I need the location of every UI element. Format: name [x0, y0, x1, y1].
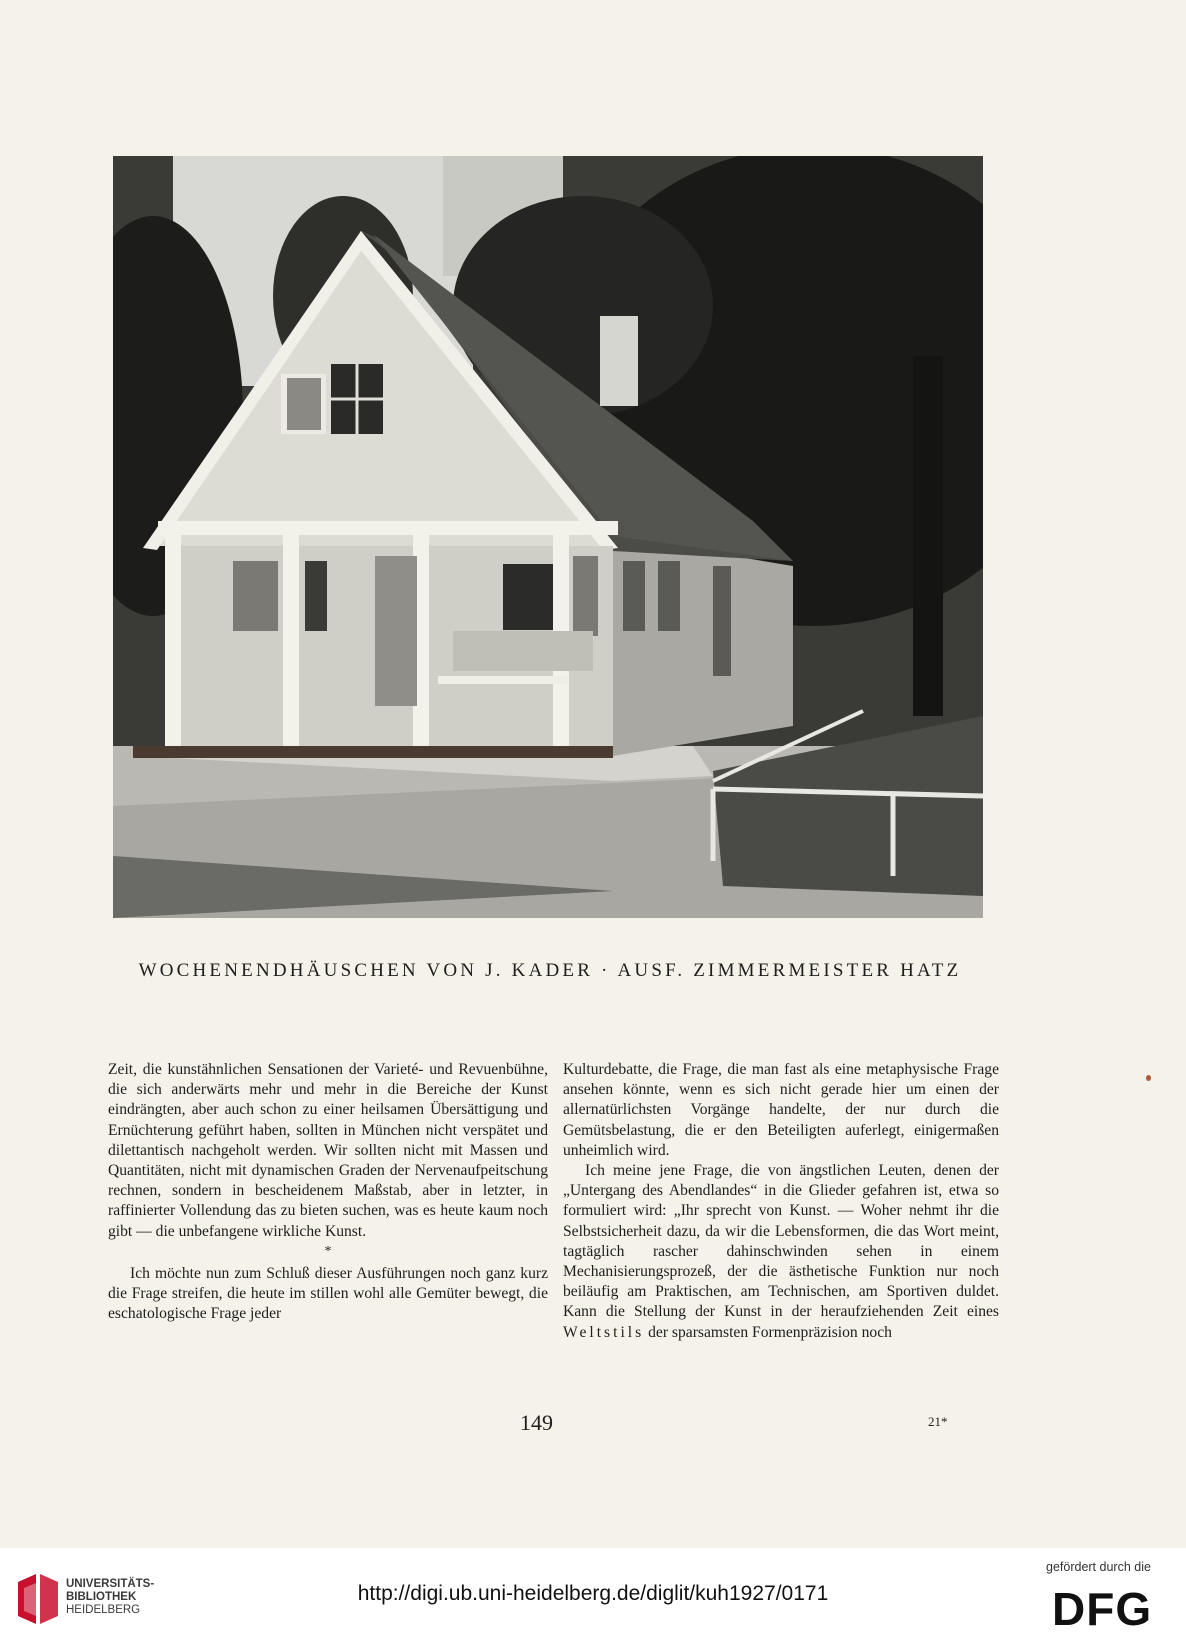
- right-paragraph-2: [563, 1161, 999, 1343]
- right-paragraph-1: Kulturdebatte, die Frage, die man fast als eine metaphysische Frage ansehen könnte, wenn es sich nicht gerade hier um einen der allernatürlichsten Vorgänge handelte, der nur durch die Gemütsbelastung, die er den Beteiligten auferlegt, einigermaßen unheimlich wird.: [563, 1061, 999, 1159]
- spaced-word: Weltstils: [563, 1323, 645, 1341]
- left-paragraph-2: Ich möchte nun zum Schluß dieser Ausführungen noch ganz kurz die Frage streifen, die heute im stillen wohl alle Gemüter bewegt, die eschatologische Frage jeder: [108, 1264, 548, 1323]
- page-number: 149: [520, 1410, 553, 1435]
- institution-line-1: UNIVERSITÄTS-: [66, 1578, 155, 1590]
- right-paragraph-2-end: der sparsamsten Formenpräzision noch: [648, 1323, 892, 1341]
- photo-caption: WOCHENENDHÄUSCHEN VON J. KADER · AUSF. ZIMMERMEISTER HATZ: [138, 960, 962, 981]
- signature-mark: 21*: [928, 1414, 948, 1429]
- right-paragraph-2-text: Ich meine jene Frage, die von ängstlichen Leuten, denen der „Untergang des Abendlandes“ in die Glieder gefahren ist, etwa so formuliert wird: „Ihr sprecht von Kunst. — Woher nehmt ihr die Selbstsicherheit dazu, da wir die Lebensformen, die das Wort meint, tagtäglich rascher dahinschwinden sehen in einem Mechanisierungsprozeß, der die ästhetische Funktion nur noch beiläufig am Praktischen, am Technischen, am Sportiven duldet. Kann die Stellung der Kunst in der heraufziehenden Zeit eines: [563, 1162, 999, 1321]
- dfg-logo: DFG: [1052, 1583, 1153, 1635]
- paper-blemish-icon: [1146, 1075, 1151, 1081]
- left-text-column: [108, 1060, 548, 1324]
- section-separator: *: [324, 1243, 332, 1259]
- institution-line-3: HEIDELBERG: [66, 1604, 141, 1616]
- left-paragraph-1: Zeit, die kunstähnlichen Sensationen der Varieté- und Revuenbühne, die sich anderwärts mehr und mehr in die Bereiche der Kunst eindrängten, aber auch schon zu einer heilsamen Übersättigung und Ernüchterung geführt haben, sollten in München nicht verspätet und dilettantisch nachgeholt werden. Wir sollten nicht mit Massen und Quantitäten, nicht mit dynamischen Graden der Nervenaufpeitschung rechnen, sondern in bescheidenem Maßstab, aber in letzter, in raffinierter Vollendung das zu bieten suchen, was es heute kaum noch gibt — die unbefangene wirkliche Kunst.: [108, 1061, 548, 1240]
- institution-line-2: BIBLIOTHEK: [66, 1591, 137, 1603]
- right-text-column: [563, 1060, 999, 1343]
- house-photograph: [113, 156, 983, 918]
- house-photograph-icon: [113, 156, 983, 918]
- funded-by-label: gefördert durch die: [1046, 1560, 1151, 1574]
- document-url-link[interactable]: http://digi.ub.uni-heidelberg.de/diglit/kuh1927/0171: [357, 1582, 829, 1605]
- digitization-footer: [0, 1548, 1186, 1644]
